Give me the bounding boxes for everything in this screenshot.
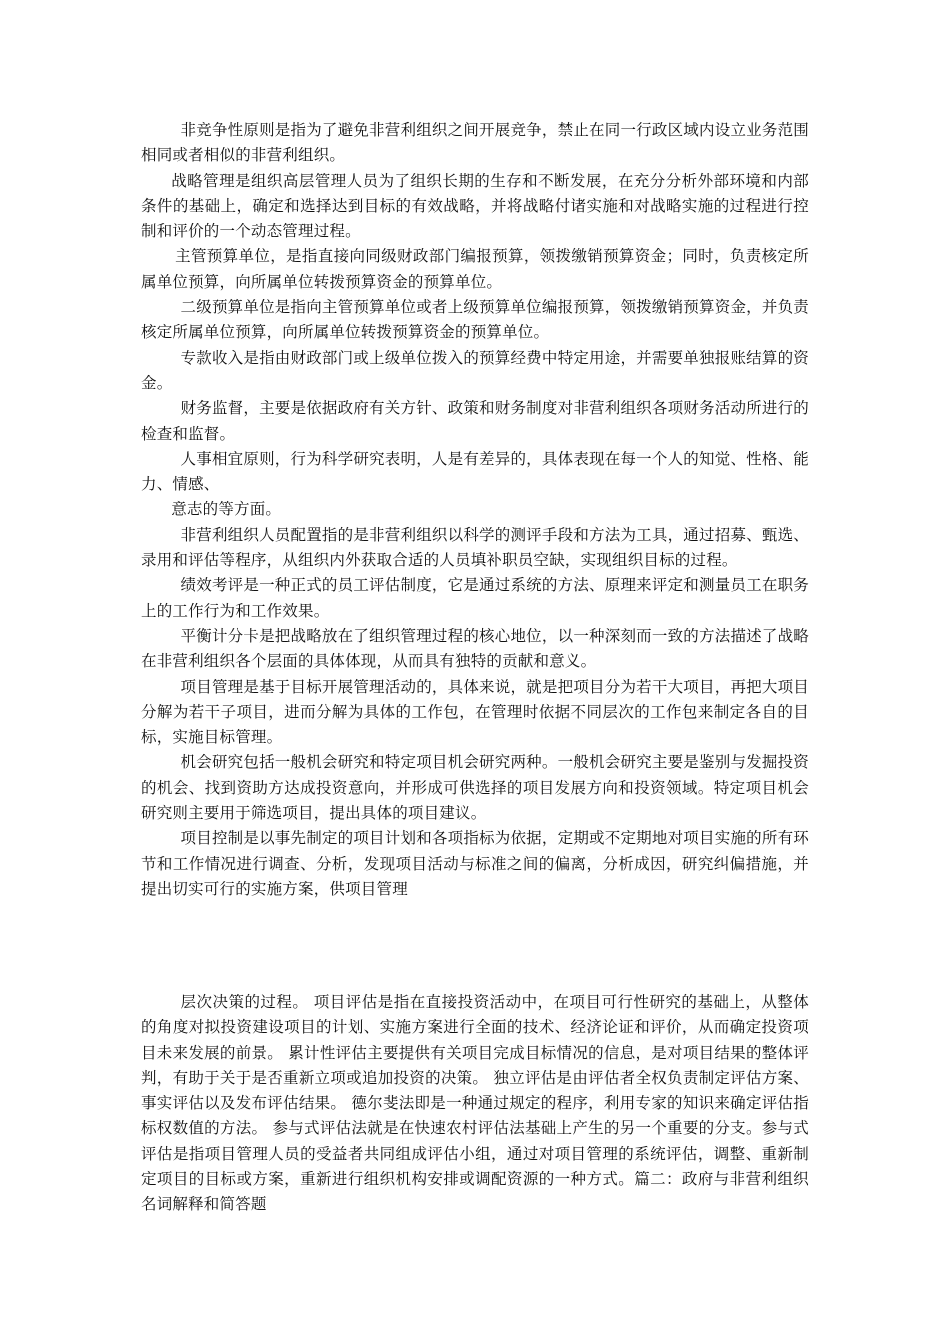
text-block-upper	[141, 118, 809, 902]
paragraph-competent-budget-unit: 主管预算单位，是指直接向同级财政部门编报预算，领拨缴销预算资金；同时，负责核定所属单位预算，向所属单位转拨预算资金的预算单位。	[141, 247, 809, 291]
paragraph-balanced-scorecard: 平衡计分卡是把战略放在了组织管理过程的核心地位，以一种深刻而一致的方法描述了战略在非营利组织各个层面的具体体现，从而具有独特的贡献和意义。	[141, 626, 809, 671]
paragraph-performance-appraisal: 绩效考评是一种正式的员工评估制度，它是通过系统的方法、原理来评定和测量员工在职务上的工作行为和工作效果。	[141, 576, 809, 620]
paragraph-secondary-budget-unit: 二级预算单位是指向主管预算单位或者上级预算单位编报预算，领拨缴销预算资金，并负责核定所属单位预算，向所属单位转拨预算资金的预算单位。	[141, 298, 809, 342]
paragraph-project-management: 项目管理是基于目标开展管理活动的，具体来说，就是把项目分为若干大项目，再把大项目分解为若干子项目，进而分解为具体的工作包，在管理时依据不同层次的工作包来制定各自的目标，实施目标管理。	[141, 677, 809, 747]
paragraph-non-competition: 非竞争性原则是指为了避免非营利组织之间开展竞争，禁止在同一行政区域内设立业务范围相同或者相似的非营利组织。	[141, 121, 809, 165]
paragraph-strategic-management: 战略管理是组织高层管理人员为了组织长期的生存和不断发展，在充分分析外部环境和内部条件的基础上，确定和选择达到目标的有效战略，并将战略付诸实施和对战略实施的过程进行控制和评价的一个动态管理过程。	[141, 171, 809, 241]
paragraph-personnel-fit-continued: 意志的等方面。	[171, 500, 282, 519]
paragraph-financial-supervision: 财务监督，主要是依据政府有关方针、政策和财务制度对非营利组织各项财务活动所进行的检查和监督。	[141, 399, 809, 443]
paragraph-evaluation-terms: 层次决策的过程。 项目评估是指在直接投资活动中，在项目可行性研究的基础上，从整体的角度对拟投资建设项目的计划、实施方案进行全面的技术、经济论证和评价，从而确定投资项目未来发展的前景。 累计性评估主要提供有关项目完成目标情况的信息，是对项目结果的整体评判，有助于关于是否重新立项或追加投资的决策。 独立评估是由评估者全权负责制定评估方案、事实评估以及发布评估结果。 德尔斐法即是一种通过规定的程序，利用专家的知识来确定评估指标权数值的方法。 参与式评估法就是在快速农村评估法基础上产生的另一个重要的分支。参与式评估是指项目管理人员的受益者共同组成评估小组，通过对项目管理的系统评估，调整、重新制定项目的目标或方案，重新进行组织机构安排或调配资源的一种方式。篇二：政府与非营利组织名词解释和简答题	[141, 993, 809, 1214]
paragraph-special-income: 专款收入是指由财政部门或上级单位拨入的预算经费中特定用途，并需要单独报账结算的资金。	[141, 348, 809, 392]
paragraph-staff-allocation: 非营利组织人员配置指的是非营利组织以科学的测评手段和方法为工具，通过招募、甄选、录用和评估等程序，从组织内外获取合适的人员填补职员空缺，实现组织目标的过程。	[141, 525, 809, 570]
paragraph-project-control: 项目控制是以事先制定的项目计划和各项指标为依据，定期或不定期地对项目实施的所有环节和工作情况进行调查、分析，发现项目活动与标准之间的偏离，分析成因，研究纠偏措施，并提出切实可行的实施方案，供项目管理	[141, 829, 809, 898]
text-block-lower	[141, 990, 809, 1218]
paragraph-personnel-fit: 人事相宜原则，行为科学研究表明，人是有差异的，具体表现在每一个人的知觉、性格、能力、情感、	[141, 449, 809, 494]
paragraph-opportunity-research: 机会研究包括一般机会研究和特定项目机会研究两种。一般机会研究主要是鉴别与发掘投资的机会、找到资助方达成投资意向，并形成可供选择的项目发展方向和投资领域。特定项目机会研究则主要用于筛选项目，提出具体的项目建议。	[141, 753, 809, 823]
